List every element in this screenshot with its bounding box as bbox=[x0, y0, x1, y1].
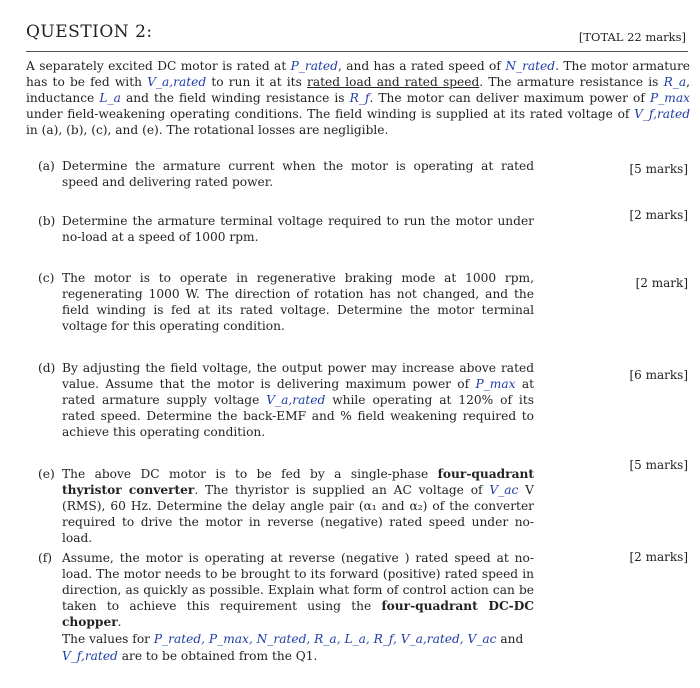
marks-a: [5 marks] bbox=[629, 162, 688, 176]
total-marks: [TOTAL 22 marks] bbox=[578, 30, 686, 44]
part-label: (a) bbox=[38, 159, 55, 173]
part-f bbox=[38, 550, 534, 630]
var-vf-rated: V_f,rated bbox=[634, 107, 690, 121]
part-text: Determine the armature terminal voltage required to run the motor under no-load at a speed of 1000 rpm. bbox=[62, 214, 534, 244]
part-label: (e) bbox=[38, 467, 55, 481]
marks-f: [2 marks] bbox=[629, 550, 688, 564]
question-title: QUESTION 2: bbox=[26, 22, 153, 42]
var-pmax: P_max bbox=[650, 91, 690, 105]
part-text: Determine the armature current when the motor is operating at rated speed and delivering rated power. bbox=[62, 159, 534, 189]
var-la: L_a bbox=[99, 91, 121, 105]
var-list: P_rated, P_max, N_rated, R_a, L_a, R_f, V_a,rated, V_ac bbox=[153, 632, 497, 646]
part-text: The above DC motor is to be fed by a single-phase four-quadrant thyristor converter. The thyristor is supplied an AC voltage of V_ac V (RMS), 60 Hz. Determine the delay angle pair (α₁ and α₂) of the converter required to drive the motor in reverse (negative) rated speed under no-load. bbox=[62, 467, 534, 545]
part-text: The motor is to operate in regenerative braking mode at 1000 rpm, regenerating 1000 W. The direction of rotation has not changed, and the field winding is fed at its rated voltage. Determine the motor terminal voltage for this operating condition. bbox=[62, 271, 534, 333]
var-ra: R_a bbox=[663, 75, 687, 89]
part-label: (b) bbox=[38, 214, 56, 228]
part-b bbox=[38, 213, 534, 245]
var-vac: V_ac bbox=[489, 483, 519, 497]
marks-d: [6 marks] bbox=[629, 368, 688, 382]
var-pmax: P_max bbox=[475, 377, 516, 391]
four-quadrant-thyristor-term: four-quadrant thyristor converter bbox=[62, 467, 534, 497]
part-d bbox=[38, 360, 534, 440]
var-rf: R_f bbox=[349, 91, 370, 105]
header-divider bbox=[26, 51, 688, 52]
intro-paragraph: A separately excited DC motor is rated at P_rated, and has a rated speed of N_rated. The motor armature has to be fed with V_a,rated to run it at its rated load and rated speed. The armature resistance is R_a, inductance L_a and the field winding resistance is R_f. The motor can deliver maximum power of P_max under field-weakening operating conditions. The field winding is supplied at its rated voltage of V_f,rated in (a), (b), (c), and (e). The rotational losses are negligible. bbox=[26, 59, 690, 137]
four-quadrant-chopper-term: four-quadrant DC-DC chopper bbox=[62, 599, 534, 629]
marks-b: [2 marks] bbox=[629, 208, 688, 222]
part-c bbox=[38, 270, 534, 334]
part-label: (f) bbox=[38, 551, 53, 565]
closing-note: The values for P_rated, P_max, N_rated, R_a, L_a, R_f, V_a,rated, V_ac and V_f,rated are to be obtained from the Q1. bbox=[62, 632, 524, 663]
part-a bbox=[38, 158, 534, 190]
marks-c: [2 mark] bbox=[635, 276, 688, 290]
var-n-rated: N_rated bbox=[505, 59, 556, 73]
part-label: (c) bbox=[38, 271, 55, 285]
var-va-rated: V_a,rated bbox=[266, 393, 326, 407]
rated-load-speed-phrase: rated load and rated speed bbox=[307, 75, 480, 89]
part-text: Assume, the motor is operating at reverse (negative ) rated speed at no-load. The motor needs to be brought to its forward (positive) rated speed in direction, as quickly as possible. Explain what form of control action can be taken to achieve this requirement using the four-quadrant DC-DC chopper. bbox=[62, 551, 534, 629]
marks-e: [5 marks] bbox=[629, 458, 688, 472]
var-p-rated: P_rated bbox=[290, 59, 338, 73]
part-label: (d) bbox=[38, 361, 56, 375]
var-vf-rated: V_f,rated bbox=[62, 649, 118, 663]
part-e bbox=[38, 466, 534, 546]
part-text: By adjusting the field voltage, the output power may increase above rated value. Assume that the motor is delivering maximum power of P_max at rated armature supply voltage V_a,rated while operating at 120% of its rated speed. Determine the back-EMF and % field weakening required to achieve this operating condition. bbox=[62, 361, 534, 439]
var-va-rated: V_a,rated bbox=[147, 75, 207, 89]
